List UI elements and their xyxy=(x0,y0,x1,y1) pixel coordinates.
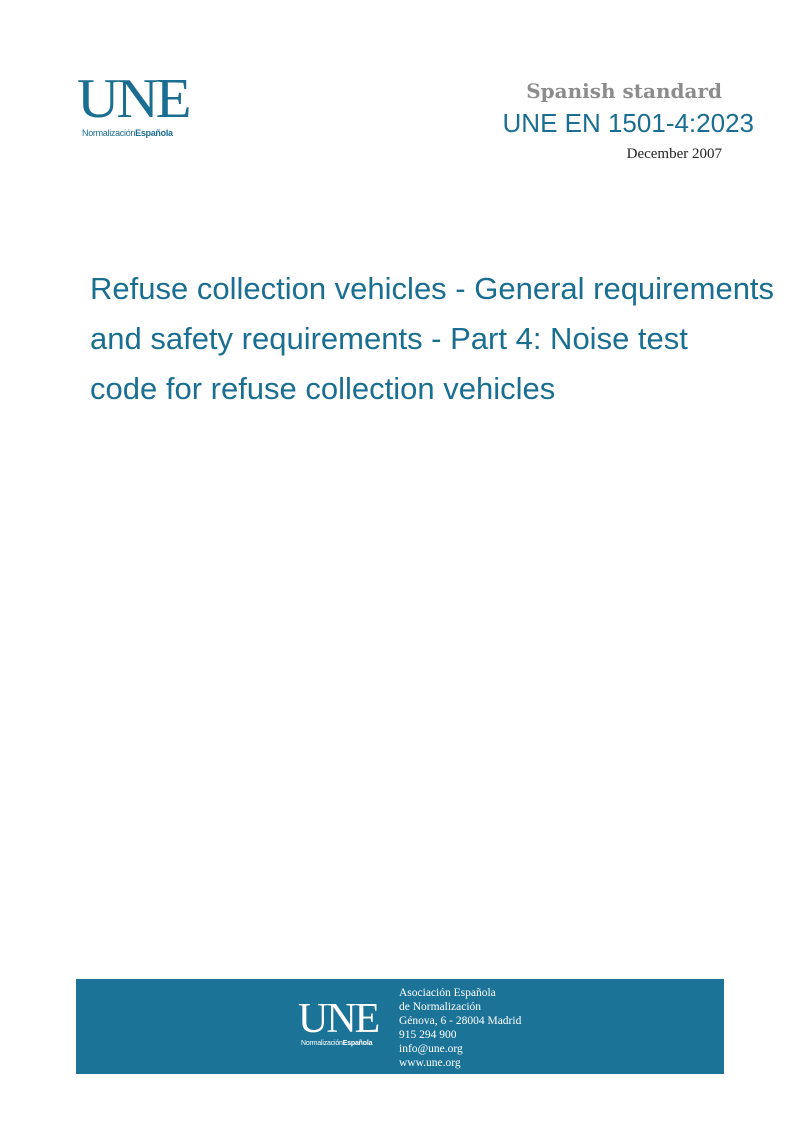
document-title xyxy=(90,264,800,414)
footer-logo-subtitle xyxy=(301,1040,372,1047)
title-line: code for refuse collection vehicles xyxy=(90,371,556,406)
logo-sub-bold: Española xyxy=(135,128,173,138)
footer-une-logo xyxy=(298,996,388,1061)
publisher-banner xyxy=(76,979,724,1074)
publisher-contact xyxy=(399,986,521,1070)
footer-logo-mark: UNE xyxy=(298,996,379,1042)
publisher-address: Génova, 6 - 28004 Madrid xyxy=(399,1015,522,1027)
logo-sub-regular: Normalización xyxy=(82,128,136,138)
une-logo xyxy=(77,68,193,144)
une-logo-subtitle xyxy=(82,128,173,138)
document-date: December 2007 xyxy=(626,146,722,162)
document-type: Spanish standard xyxy=(526,79,722,103)
footer-logo-sub-regular: Normalización xyxy=(301,1040,343,1047)
document-code: UNE EN 1501-4:2023 xyxy=(502,108,754,138)
publisher-email[interactable]: info@une.org xyxy=(399,1043,463,1055)
publisher-name-line2: de Normalización xyxy=(399,1001,482,1013)
une-logo-mark: UNE xyxy=(77,68,189,130)
document-header-info xyxy=(392,78,754,164)
publisher-name-line1: Asociación Española xyxy=(399,987,496,999)
title-line: and safety requirements - Part 4: Noise test xyxy=(90,321,688,356)
footer-logo-sub-bold: Española xyxy=(342,1040,373,1047)
title-line: Refuse collection vehicles - General requirements xyxy=(90,271,775,306)
publisher-phone: 915 294 900 xyxy=(399,1029,457,1041)
publisher-website[interactable]: www.une.org xyxy=(399,1057,461,1069)
